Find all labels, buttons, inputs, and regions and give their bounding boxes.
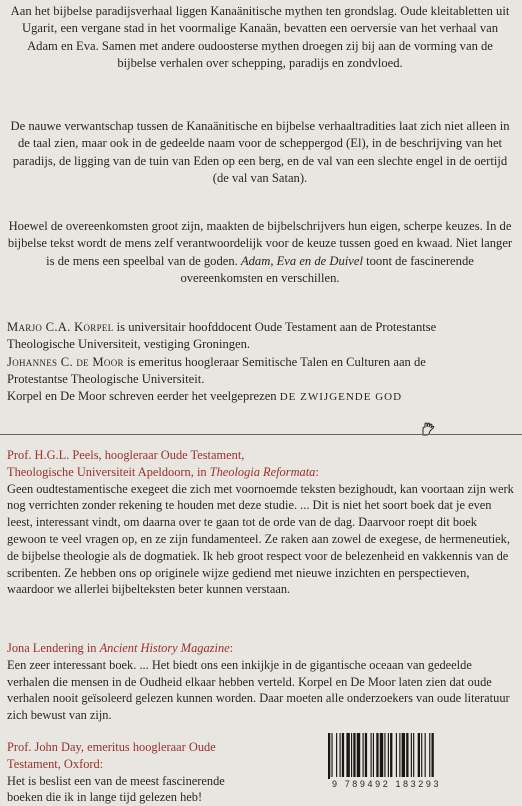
barcode-bar	[336, 733, 337, 779]
blurb-text-1: Aan het bijbelse paradijsverhaal liggen Kanaänitische mythen ten grondslag. Oude kleitabletten uit Ugarit, een vergane stad in het voormalige Kanaän, bevatten een oerversie van het verhaal van Adam en Eva. Samen met andere oudoosterse mythen droegen zij bij aan de vorming van de bijbelse verhalen over schepping, paradijs en zondvloed.	[10, 4, 510, 70]
barcode-bar	[384, 733, 385, 779]
review-peels-colon: :	[315, 464, 319, 479]
section-divider	[0, 434, 522, 435]
barcode-bar	[425, 733, 426, 779]
barcode-bar	[388, 733, 389, 779]
barcode-bar	[351, 733, 352, 779]
barcode-bar	[342, 733, 344, 779]
blurb-paragraph-1	[7, 3, 513, 72]
previous-book-note: Korpel en De Moor schreven eerder het veelgeprezen	[7, 389, 280, 404]
barcode-bar	[418, 733, 420, 779]
blurb-text-3b: toont de fascinerende overeenkomsten en verschillen.	[180, 253, 474, 285]
barcode-bar	[411, 733, 412, 779]
review-day-text: Het is beslist een van de meest fascinerende boeken die ik in lange tijd gelezen heb!	[7, 773, 225, 805]
barcode-bar	[340, 733, 341, 779]
review-lendering-colon: :	[229, 641, 234, 655]
review-lendering-text: Een zeer interessant boek. ... Het biedt ons een inkijkje in de gigantische oceaan van gedeelde verhalen die mensen in de Oudheid elkaar hebben verteld. Korpel en De Moor laten zien dat oude verhalen nooit geïsoleerd gelezen kunnen worden. Daar moeten alle onderzoekers van oude literatuur zich bewust van zijn.	[7, 657, 510, 723]
author-bio-de-moor: is emeritus hoogleraar Semitische Talen en Culturen aan de Protestantse Theologische Universiteit.	[7, 354, 426, 386]
review-lendering	[7, 640, 515, 724]
isbn-digits: 9 789492 183293	[330, 777, 518, 791]
author-name-korpel: Marjo C.A. Korpel	[7, 320, 114, 334]
barcode-bar	[371, 733, 372, 779]
barcode-bar	[365, 733, 367, 779]
barcode-bar	[357, 733, 360, 779]
review-peels-text: Geen oudtestamentische exegeet die zich met voornoemde teksten bezighoudt, kan voortaan zijn werk nog verrichten zonder rekening te houden met deze studie. ... Dit is niet het soort boek dat je even leest, interessant vindt, om daarna over te gaan tot de orde van de dag. Daarvoor roept dit boek gewoon te veel vragen op, en ze zijn fundamenteel. Ze raken aan zowel de exegese, de hermeneutiek, de bijbelse theologie als de dogmatiek. Ik heb groot respect voor de belezenheid en vakkennis van de scribenten. Ze hebben ons op originele wijze gediend met nieuwe inzichten en perspectieven, waardoor we allerlei bijbelteksten beter kunnen verstaan.	[7, 481, 514, 597]
review-day	[7, 739, 257, 806]
blurb-paragraph-3	[7, 218, 513, 287]
blurb-text-2: De nauwe verwantschap tussen de Kanaänitische en bijbelse verhaaltradities laat zich niet alleen in de taal zien, maar ook in de gedeelde naam voor de scheppergod (El), in de beschrijving van het paradijs, de ligging van de tuin van Eden op een berg, en de val van een slechte engel in de oertijd (de val van Satan).	[10, 119, 510, 185]
review-peels-affiliation: Theologische Universiteit Apeldoorn, in	[7, 464, 210, 479]
review-day-author: Prof. John Day, emeritus hoogleraar Oude Testament, Oxford:	[7, 740, 216, 771]
barcode-bar	[363, 733, 364, 779]
barcode-bars	[326, 733, 516, 779]
previous-book-title: DE ZWIJGENDE GOD	[279, 391, 403, 404]
blurb-paragraph-2	[7, 118, 513, 187]
review-lendering-author: Jona Lendering in	[7, 641, 100, 655]
barcode-bar	[331, 733, 332, 779]
blurb-text-3a: Hoewel de overeenkomsten groot zijn, maakten de bijbelschrijvers hun eigen, scherpe keuzes. In de bijbelse tekst wordt de mens zelf verantwoordelijk voor de keuze tussen goed en kwaad. Niet langer is de mens een speelbal van de goden.	[7, 219, 513, 268]
author-bios	[7, 319, 487, 406]
barcode-bar	[390, 733, 392, 779]
barcode-bar	[376, 733, 378, 779]
barcode-bar	[402, 733, 405, 779]
review-peels	[7, 447, 515, 598]
barcode-bar	[328, 733, 330, 779]
barcode-bar	[353, 733, 355, 779]
review-peels-publication: Theologia Reformata	[209, 464, 316, 479]
barcode-bar	[380, 733, 383, 779]
barcode-bar	[413, 733, 414, 779]
barcode-bar	[432, 733, 434, 779]
author-name-de-moor: Johannes C. de Moor	[7, 354, 124, 369]
review-lendering-publication: Ancient History Magazine	[99, 641, 230, 655]
barcode-bar	[346, 733, 349, 779]
book-title-inline: Adam, Eva en de Duivel	[240, 253, 363, 268]
barcode-bar	[429, 733, 430, 779]
barcode-bar	[373, 733, 374, 779]
barcode-bar	[421, 733, 422, 779]
barcode-bar	[396, 733, 397, 779]
author-bio-korpel: is universitair hoofddocent Oude Testament aan de Protestantse Theologische Universiteit, vestiging Groningen.	[7, 320, 437, 352]
barcode-bar	[399, 733, 400, 779]
barcode-bar	[406, 733, 408, 779]
review-peels-author: Prof. H.G.L. Peels, hoogleraar Oude Testament,	[7, 448, 245, 462]
